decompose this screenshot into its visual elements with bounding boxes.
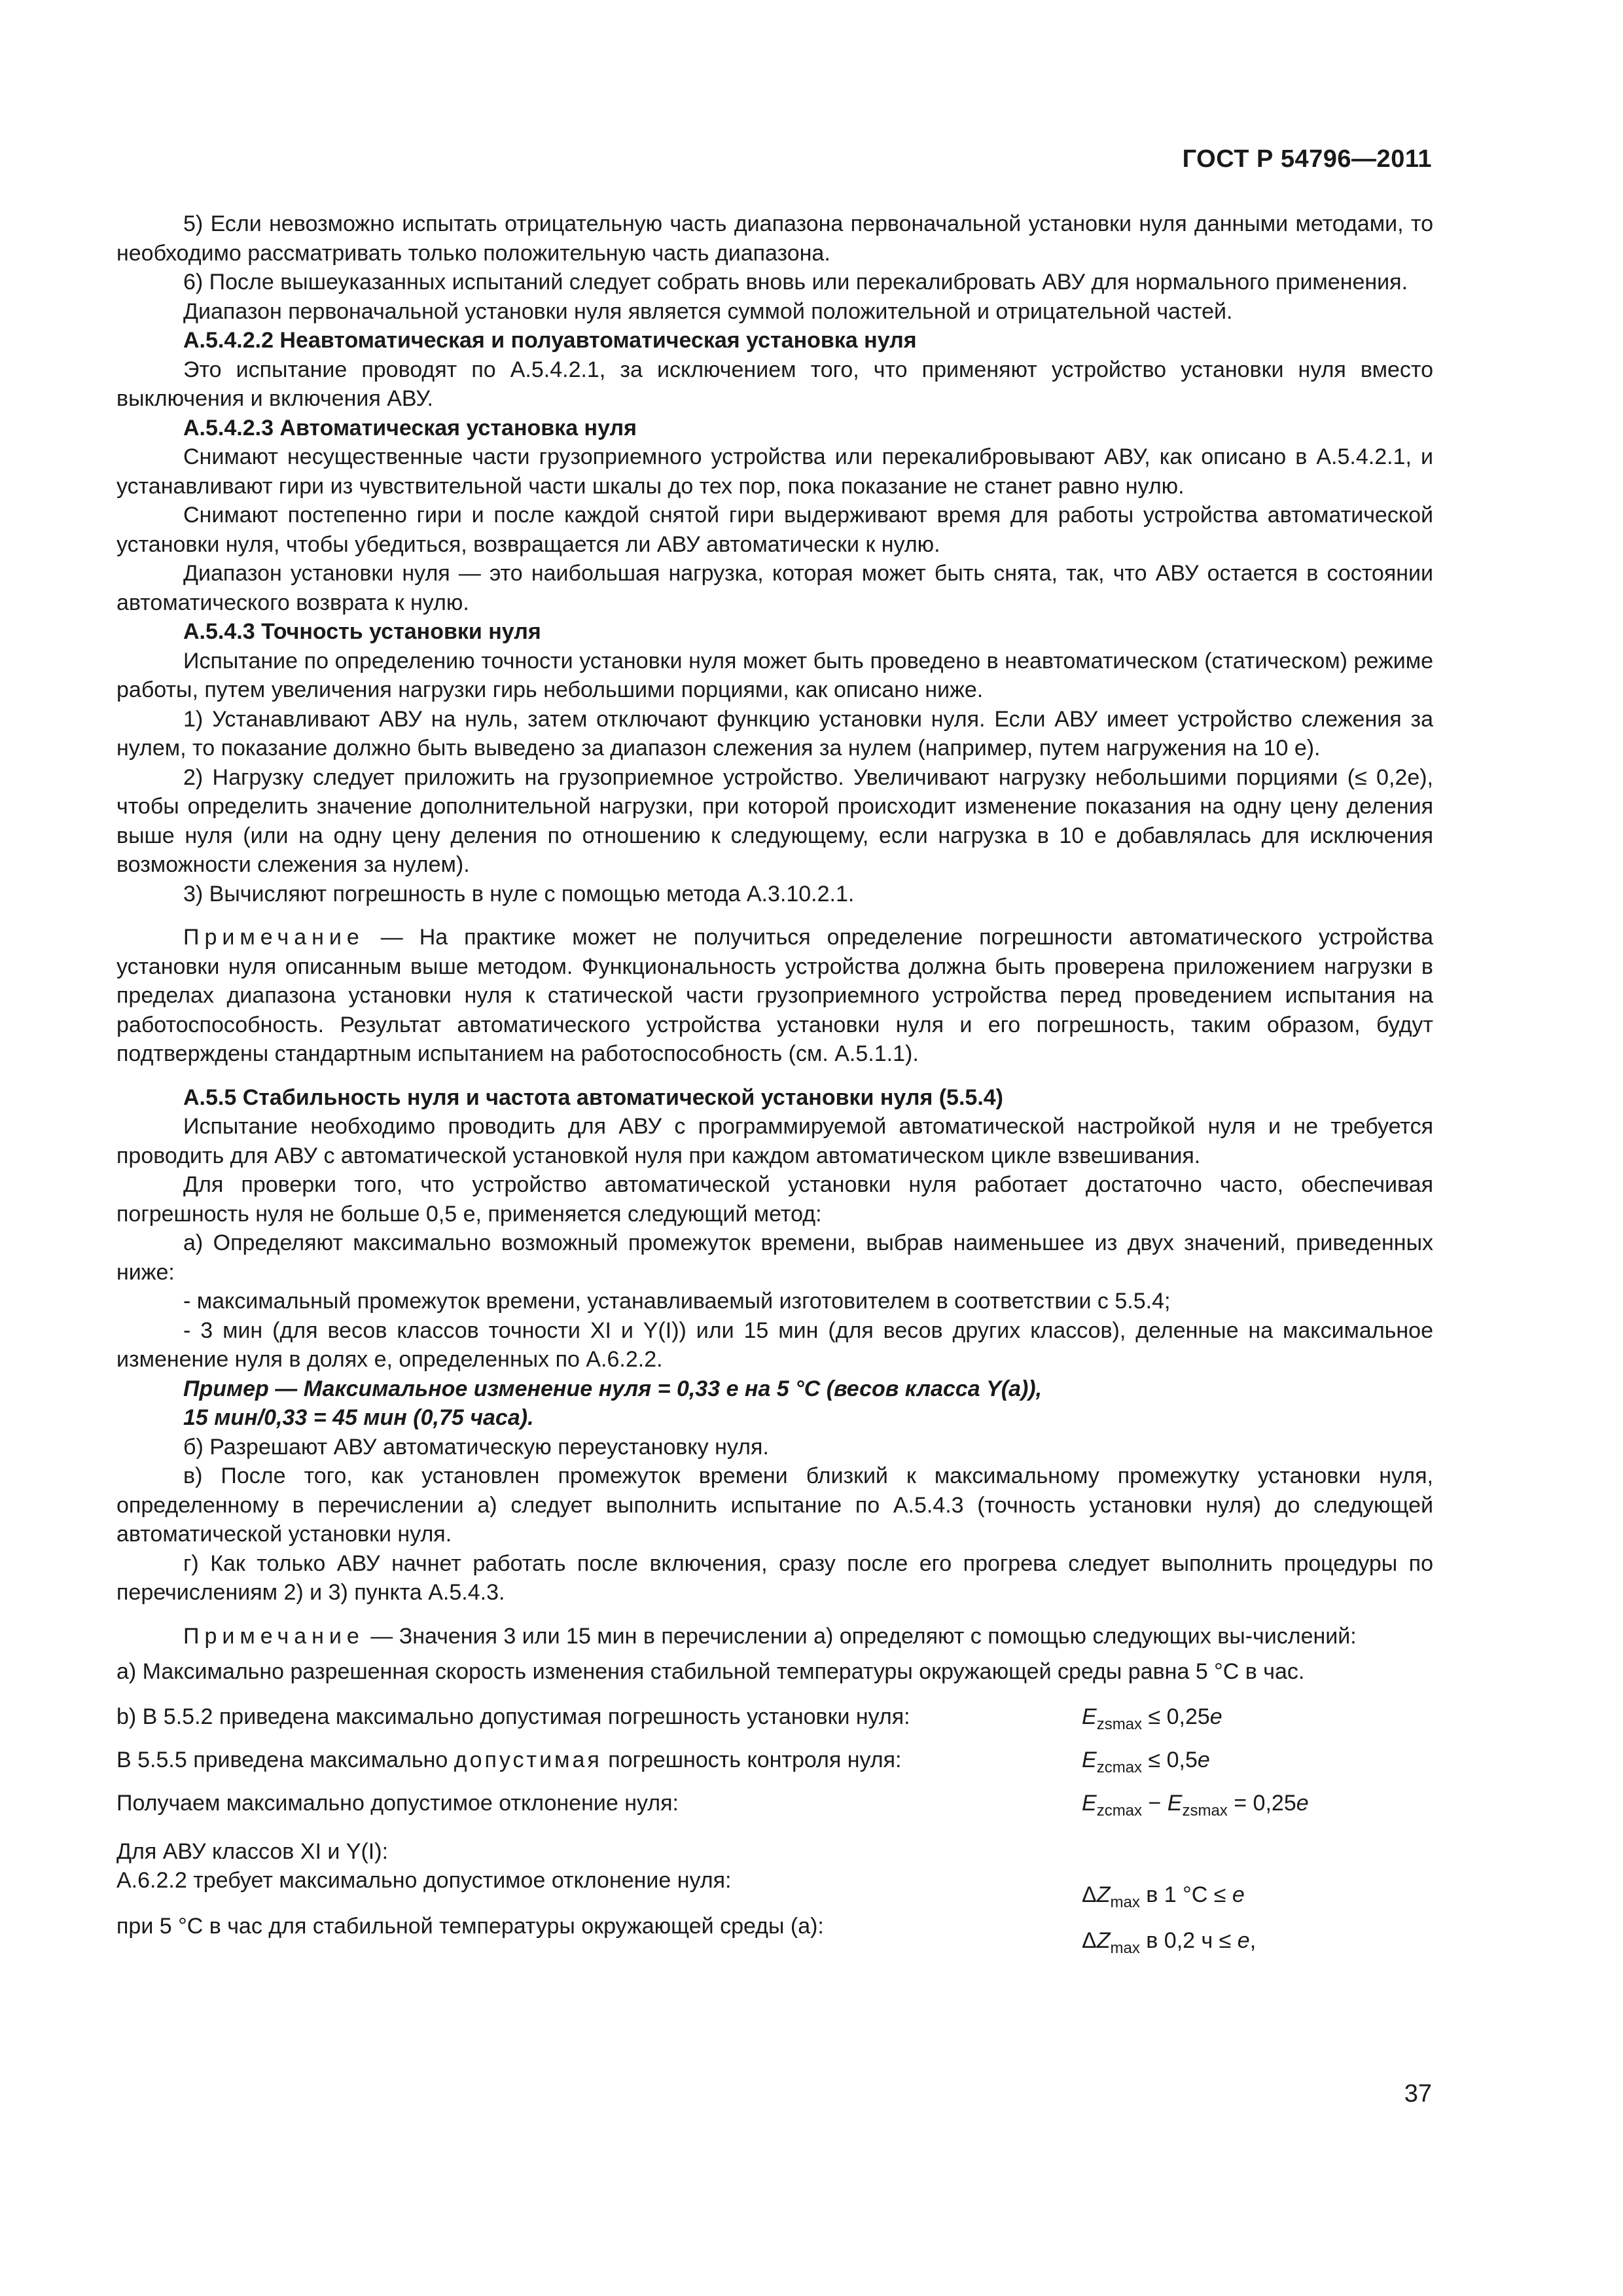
paragraph: Для АВУ классов XI и Y(I): bbox=[116, 1839, 389, 1864]
calc-row bbox=[116, 1738, 1433, 1781]
page-number: 37 bbox=[1404, 2080, 1432, 2108]
calc-label bbox=[116, 1746, 901, 1775]
paragraph: Это испытание проводят по А.5.4.2.1, за исключением того, что применяют устройство установки нуля вместо выключения и включения АВУ. bbox=[116, 357, 1433, 411]
calc-formula: $\Delta Z_{max}$ в 0,2 ч ≤ e, bbox=[1082, 1928, 1257, 1957]
note-label: Примечание bbox=[183, 1623, 365, 1649]
calc-label-part: В 5.5.5 приведена максимально bbox=[116, 1747, 454, 1772]
paragraph: 3) Вычисляют погрешность в нуле с помощью метода А.3.10.2.1. bbox=[183, 881, 855, 906]
list-item: - 3 мин (для весов классов точности XI и Y(I)) или 15 мин (для весов других классов), деленные на максимальное изменение нуля в долях е, определенных по А.6.2.2. bbox=[116, 1318, 1433, 1372]
list-item: - максимальный промежуток времени, устанавливаемый изготовителем в соответствии с 5.5.4; bbox=[183, 1289, 1171, 1314]
calc-label: при 5 °С в час для стабильной температуры окружающей среды (а): bbox=[116, 1914, 824, 1939]
paragraph: 1) Устанавливают АВУ на нуль, затем отключают функцию установки нуля. Если АВУ имеет устройство слежения за нулем, то показание должно быть выведено за диапазон слежения за нулем (например, путем нагружения на 10 е). bbox=[116, 706, 1433, 761]
paragraph: а) Определяют максимально возможный промежуток времени, выбрав наименьшее из двух значений, приведенных ниже: bbox=[116, 1230, 1433, 1285]
paragraph: 6) После вышеуказанных испытаний следует собрать вновь или перекалибровать АВУ для нормального применения. bbox=[183, 270, 1408, 295]
note bbox=[116, 1622, 1433, 1651]
paragraph: Для проверки того, что устройство автоматической установки нуля работает достаточно часто, обеспечивая погрешность нуля не больше 0,5 е, применяется следующий метод: bbox=[116, 1172, 1433, 1227]
note-label: Примечание bbox=[183, 925, 365, 950]
paragraph: а) Максимально разрешенная скорость изменения стабильной температуры окружающей среды равна 5 °С в час. bbox=[116, 1659, 1305, 1684]
document-id: ГОСТ Р 54796—2011 bbox=[1182, 145, 1432, 173]
note-text: — Значения 3 или 15 мин в перечислении а) определяют с помощью следующих вы-числений: bbox=[364, 1623, 1357, 1649]
calc-formula: $\Delta Z_{max}$ в 1 °C ≤ e bbox=[1082, 1882, 1245, 1911]
example-line: 15 мин/0,33 = 45 мин (0,75 часа). bbox=[183, 1405, 534, 1430]
page-body bbox=[116, 209, 1433, 1958]
paragraph: Испытание по определению точности установки нуля может быть проведено в неавтоматическом (статическом) режиме работы, путем увеличения нагрузки гирь небольшими порциями, как описано ниже. bbox=[116, 648, 1433, 702]
paragraph: Диапазон установки нуля — это наибольшая нагрузка, которая может быть снята, так, что АВУ остается в состоянии автоматического возврата к нулю. bbox=[116, 561, 1433, 615]
section-heading: А.5.4.2.3 Автоматическая установка нуля bbox=[183, 415, 637, 440]
calc-label: b) В 5.5.2 приведена максимально допустимая погрешность установки нуля: bbox=[116, 1704, 910, 1729]
paragraph: 5) Если невозможно испытать отрицательную часть диапазона первоначальной установки нуля данными методами, то необходимо рассматривать только положительную часть диапазона. bbox=[116, 211, 1433, 266]
paragraph: 2) Нагрузку следует приложить на грузоприемное устройство. Увеличивают нагрузку небольшими порциями (≤ 0,2е), чтобы определить значение дополнительной нагрузки, при которой происходит изменение показания на одну цену деления выше нуля (или на одну цену деления по отношению к следующему, если нагрузка в 10 е добавлялась для исключения возможности слежения за нулем). bbox=[116, 764, 1433, 877]
paragraph: Снимают постепенно гири и после каждой снятой гири выдерживают время для работы устройства автоматической установки нуля, чтобы убедиться, возвращается ли АВУ автоматически к нулю. bbox=[116, 503, 1433, 557]
calc-row bbox=[116, 1695, 1433, 1738]
calculation-block bbox=[116, 1695, 1433, 1824]
calc-label: Получаем максимально допустимое отклонение нуля: bbox=[116, 1790, 679, 1816]
paragraph: Испытание необходимо проводить для АВУ с программируемой автоматической настройкой нуля и не требуется проводить для АВУ с автоматической установкой нуля при каждом автоматическом цикле взвешивания. bbox=[116, 1114, 1433, 1168]
calc-formula: $E_{zcmax} \le 0,5e$ bbox=[1082, 1747, 1210, 1776]
paragraph: Диапазон первоначальной установки нуля является суммой положительной и отрицательной частей. bbox=[183, 298, 1233, 324]
calc-row bbox=[116, 1781, 1433, 1824]
calc-label: А.6.2.2 требует максимально допустимое отклонение нуля: bbox=[116, 1868, 732, 1893]
note-text: — На практике может не получиться определение погрешности автоматического устройства установки нуля описанным выше методом. Функциональность устройства должна быть проверена приложением нагрузки в пределах диапазона установки нуля к статической части грузоприемного устройства перед проведением испытания на работоспособность. Результат автоматического устройства установки нуля и его погрешность, таким образом, будут подтверждены стандартным испытанием на работоспособность (см. А.5.1.1). bbox=[116, 925, 1433, 1066]
example-line: Пример — Максимальное изменение нуля = 0,33 е на 5 °С (весов класса Y(a)), bbox=[183, 1376, 1043, 1401]
calc-label-emphasis: допустимая bbox=[454, 1747, 602, 1772]
section-heading: А.5.4.3 Точность установки нуля bbox=[183, 619, 541, 644]
section-heading: А.5.5 Стабильность нуля и частота автоматической установки нуля (5.5.4) bbox=[183, 1085, 1004, 1110]
section-heading: А.5.4.2.2 Неавтоматическая и полуавтоматическая установка нуля bbox=[183, 328, 917, 353]
paragraph: г) Как только АВУ начнет работать после включения, сразу после его прогрева следует выполнить процедуры по перечислениям 2) и 3) пункта А.5.4.3. bbox=[116, 1551, 1433, 1605]
calc-row bbox=[116, 1912, 1433, 1958]
paragraph: в) После того, как установлен промежуток времени близкий к максимальному промежутку установки нуля, определенному в перечислении а) следует выполнить испытание по А.5.4.3 (точность установки нуля) до следующей автоматической установки нуля. bbox=[116, 1463, 1433, 1547]
paragraph: Снимают несущественные части грузоприемного устройства или перекалибровывают АВУ, как описано в А.5.4.2.1, и устанавливают гири из чувствительной части шкалы до тех пор, пока показание не станет равно нулю. bbox=[116, 444, 1433, 499]
calc-row bbox=[116, 1866, 1433, 1912]
calc-label-part: погрешность контроля нуля: bbox=[601, 1747, 902, 1772]
calc-formula: $E_{zcmax} - E_{zsmax} = 0,25e$ bbox=[1082, 1790, 1309, 1820]
note bbox=[116, 923, 1433, 1069]
calc-formula: $E_{zsmax} \le 0,25e$ bbox=[1082, 1704, 1222, 1733]
paragraph: б) Разрешают АВУ автоматическую переустановку нуля. bbox=[183, 1434, 769, 1460]
